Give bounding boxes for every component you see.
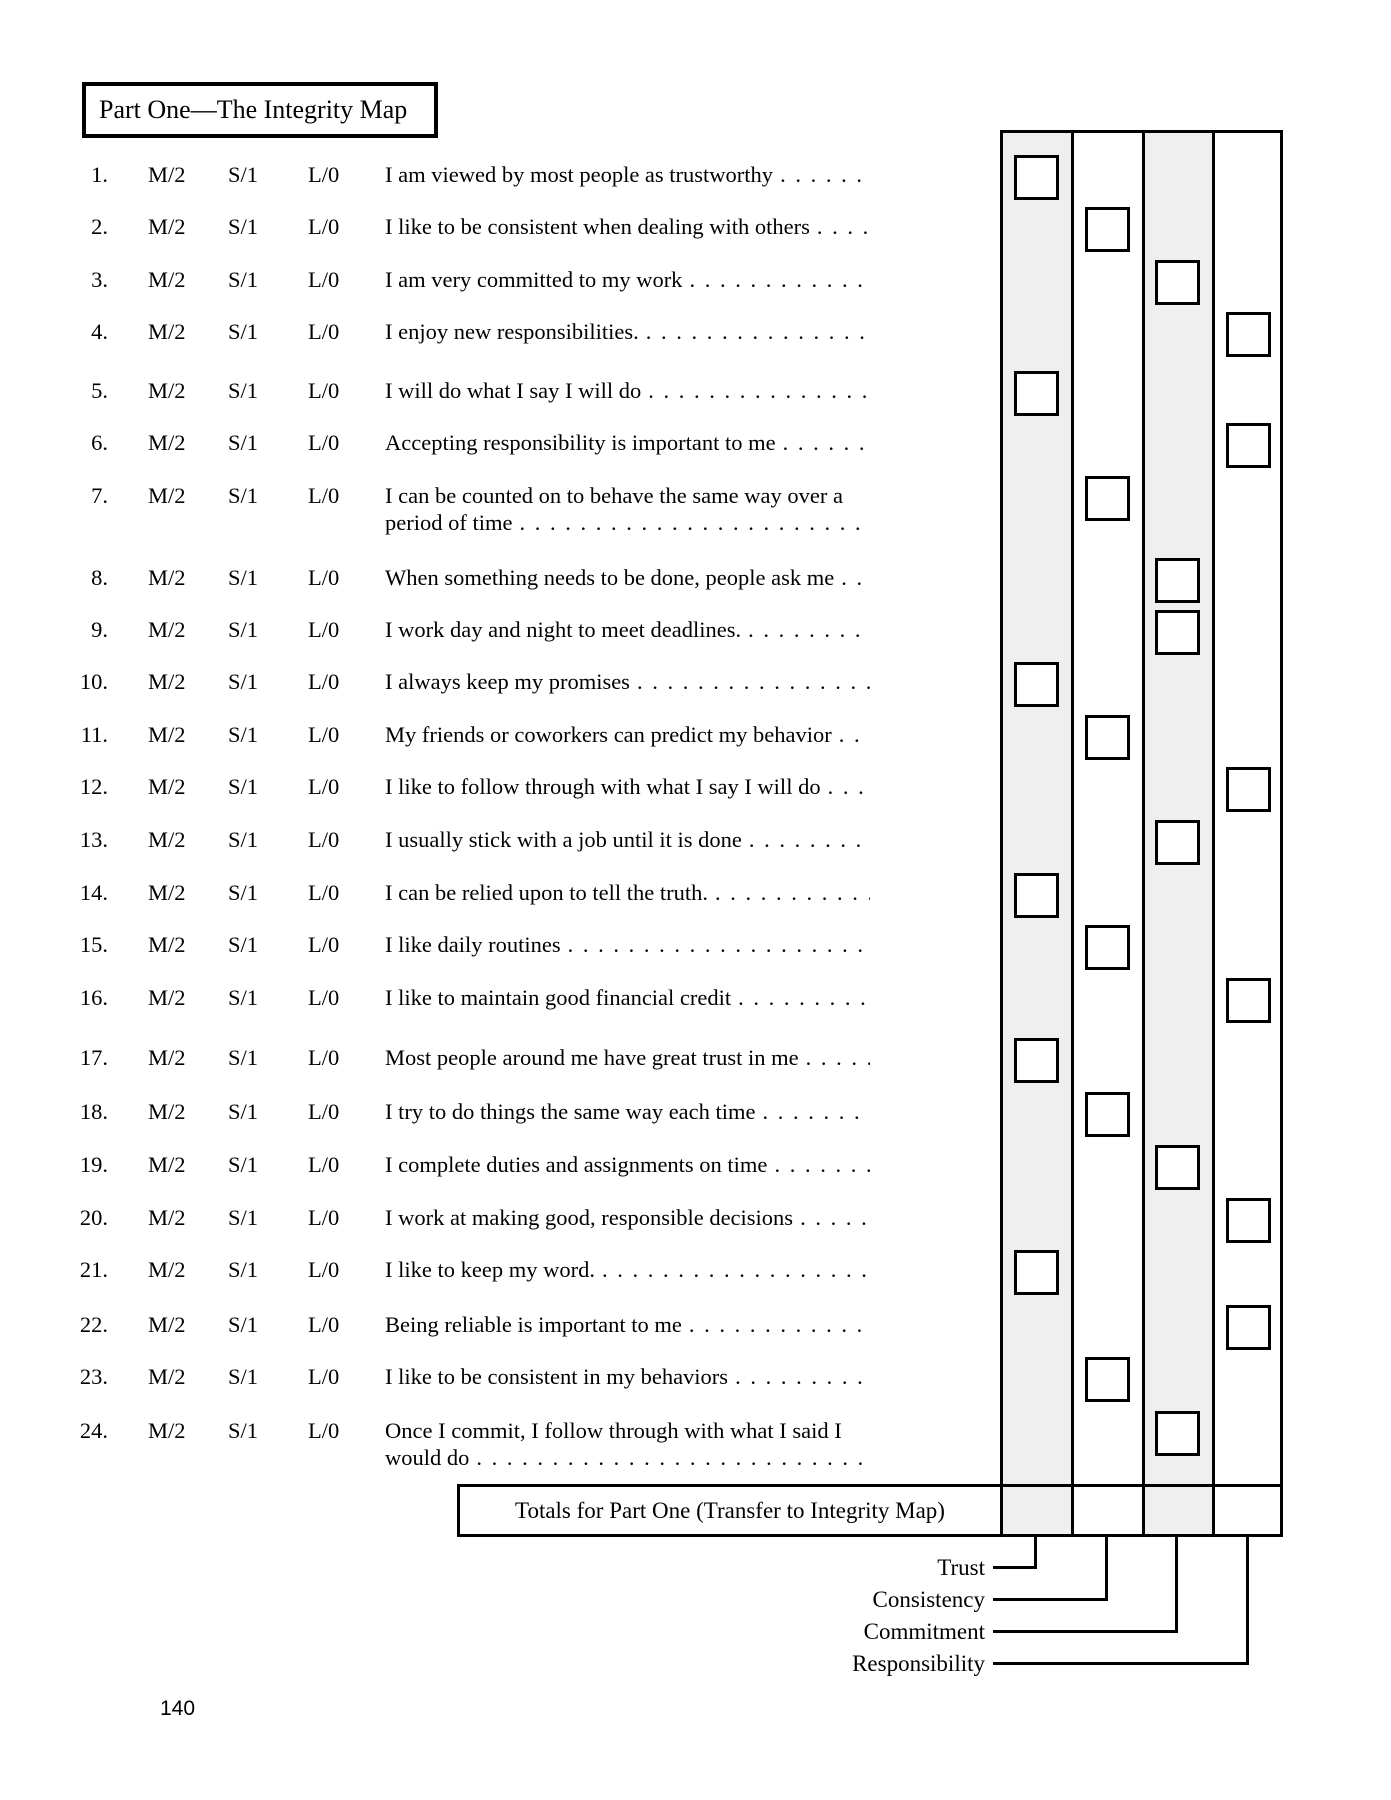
statement-text: I like to maintain good financial credit [385, 985, 732, 1010]
rating-l0[interactable]: L/0 [308, 669, 340, 694]
connector-stub-trust [1034, 1537, 1037, 1569]
score-checkbox-responsibility[interactable] [1226, 1305, 1271, 1350]
connector-stub-responsibility [1246, 1537, 1249, 1665]
statement-text: I like to keep my word. [385, 1257, 595, 1282]
rating-s1[interactable]: S/1 [228, 378, 259, 403]
item-number: 3. [91, 267, 108, 292]
dot-leader [682, 1311, 870, 1338]
item-statement [385, 213, 870, 240]
rating-l0[interactable]: L/0 [308, 880, 340, 905]
item-number: 18. [79, 1099, 108, 1124]
rating-m2[interactable]: M/2 [148, 1257, 186, 1282]
score-checkbox-trust[interactable] [1014, 371, 1059, 416]
rating-m2[interactable]: M/2 [148, 774, 186, 799]
dot-leader [793, 1204, 870, 1231]
dot-leader [810, 213, 870, 240]
rating-m2[interactable]: M/2 [148, 319, 186, 344]
dot-leader [756, 1098, 870, 1125]
rating-s1[interactable]: S/1 [228, 430, 259, 455]
item-statement [385, 1256, 870, 1283]
item-number: 5. [91, 378, 108, 403]
rating-s1[interactable]: S/1 [228, 214, 259, 239]
rating-m2[interactable]: M/2 [148, 162, 186, 187]
total-cell-responsibility[interactable] [1215, 1487, 1280, 1534]
rating-s1[interactable]: S/1 [228, 319, 259, 344]
rating-s1[interactable]: S/1 [228, 1045, 259, 1070]
score-checkbox-responsibility[interactable] [1226, 423, 1271, 468]
rating-m2[interactable]: M/2 [148, 267, 186, 292]
item-statement [385, 1311, 870, 1338]
rating-s1[interactable]: S/1 [228, 267, 259, 292]
rating-m2[interactable]: M/2 [148, 1205, 186, 1230]
section-title: Part One—The Integrity Map [99, 95, 408, 124]
statement-text: Being reliable is important to me [385, 1312, 682, 1337]
score-checkbox-trust[interactable] [1014, 1250, 1059, 1295]
connector-line-commitment [993, 1630, 1178, 1633]
rating-m2[interactable]: M/2 [148, 483, 186, 508]
rating-m2[interactable]: M/2 [148, 669, 186, 694]
item-statement [385, 773, 870, 800]
dot-leader [728, 1363, 870, 1390]
rating-l0[interactable]: L/0 [308, 774, 340, 799]
total-cell-commitment[interactable] [1145, 1487, 1212, 1534]
rating-l0[interactable]: L/0 [308, 722, 340, 747]
dot-leader [708, 879, 870, 906]
item-number: 20. [79, 1205, 108, 1230]
rating-l0[interactable]: L/0 [308, 1045, 340, 1070]
statement-text: I work day and night to meet deadlines. [385, 617, 742, 642]
dot-leader [641, 377, 870, 404]
rating-s1[interactable]: S/1 [228, 617, 259, 642]
item-number: 17. [79, 1045, 108, 1070]
rating-l0[interactable]: L/0 [308, 827, 340, 852]
item-number: 14. [79, 880, 108, 905]
rating-l0[interactable]: L/0 [308, 267, 340, 292]
statement-text: I like to be consistent in my behaviors [385, 1364, 729, 1389]
rating-m2[interactable]: M/2 [148, 827, 186, 852]
grid-line [1280, 130, 1283, 1537]
column-label-trust: Trust [937, 1555, 985, 1580]
item-number: 4. [91, 319, 108, 344]
rating-l0[interactable]: L/0 [308, 1099, 340, 1124]
item-statement [385, 266, 870, 293]
statement-text: I like daily routines [385, 932, 561, 957]
dot-leader [630, 668, 870, 695]
rating-m2[interactable]: M/2 [148, 430, 186, 455]
item-statement [385, 668, 870, 695]
page-number: 140 [160, 1697, 196, 1720]
rating-s1[interactable]: S/1 [228, 1312, 259, 1337]
item-statement [385, 1417, 870, 1471]
score-checkbox-trust[interactable] [1014, 662, 1059, 707]
score-checkbox-trust[interactable] [1014, 155, 1059, 200]
column-label-commitment: Commitment [863, 1619, 985, 1644]
column-label-responsibility: Responsibility [852, 1651, 985, 1676]
dot-leader [595, 1256, 870, 1283]
rating-m2[interactable]: M/2 [148, 1045, 186, 1070]
statement-text: would do [385, 1445, 470, 1470]
rating-s1[interactable]: S/1 [228, 985, 259, 1010]
score-checkbox-commitment[interactable] [1155, 558, 1200, 603]
grid-line [1071, 130, 1074, 1537]
statement-text: I work at making good, responsible decisions [385, 1205, 794, 1230]
item-number: 8. [91, 565, 108, 590]
rating-s1[interactable]: S/1 [228, 1257, 259, 1282]
statement-text: I am very committed to my work [385, 267, 683, 292]
rating-s1[interactable]: S/1 [228, 880, 259, 905]
rating-m2[interactable]: M/2 [148, 985, 186, 1010]
score-checkbox-commitment[interactable] [1155, 1411, 1200, 1456]
statement-text: I complete duties and assignments on time [385, 1152, 768, 1177]
statement-text: Once I commit, I follow through with what I said I [385, 1418, 842, 1443]
item-statement [385, 984, 870, 1011]
dot-leader [731, 984, 870, 1011]
dot-leader [639, 318, 870, 345]
column-shading-trust [1000, 130, 1071, 1537]
item-number: 19. [79, 1152, 108, 1177]
rating-l0[interactable]: L/0 [308, 214, 340, 239]
dot-leader [821, 773, 870, 800]
item-number: 10. [79, 669, 108, 694]
score-checkbox-consistency[interactable] [1085, 715, 1130, 760]
statement-text: Accepting responsibility is important to me [385, 430, 776, 455]
total-cell-consistency[interactable] [1074, 1487, 1142, 1534]
rating-m2[interactable]: M/2 [148, 1099, 186, 1124]
rating-l0[interactable]: L/0 [308, 565, 340, 590]
item-number: 12. [79, 774, 108, 799]
rating-s1[interactable]: S/1 [228, 1418, 259, 1443]
score-checkbox-commitment[interactable] [1155, 260, 1200, 305]
connector-line-responsibility [993, 1662, 1249, 1665]
statement-text: period of time [385, 510, 513, 535]
rating-l0[interactable]: L/0 [308, 1364, 340, 1389]
rating-l0[interactable]: L/0 [308, 319, 340, 344]
rating-s1[interactable]: S/1 [228, 1205, 259, 1230]
rating-l0[interactable]: L/0 [308, 932, 340, 957]
item-number: 13. [79, 827, 108, 852]
dot-leader [799, 1044, 870, 1071]
rating-m2[interactable]: M/2 [148, 617, 186, 642]
rating-s1[interactable]: S/1 [228, 1364, 259, 1389]
item-statement [385, 1098, 870, 1125]
rating-l0[interactable]: L/0 [308, 1152, 340, 1177]
rating-m2[interactable]: M/2 [148, 565, 186, 590]
score-checkbox-trust[interactable] [1014, 873, 1059, 918]
score-checkbox-trust[interactable] [1014, 1038, 1059, 1083]
item-statement [385, 1151, 870, 1178]
statement-text: I try to do things the same way each time [385, 1099, 756, 1124]
score-checkbox-commitment[interactable] [1155, 610, 1200, 655]
item-statement [385, 482, 870, 536]
connector-stub-commitment [1175, 1537, 1178, 1633]
score-checkbox-commitment[interactable] [1155, 1145, 1200, 1190]
dot-leader [469, 1444, 870, 1471]
item-statement [385, 826, 870, 853]
item-statement [385, 616, 870, 643]
item-statement [385, 879, 870, 906]
statement-text: When something needs to be done, people ask me [385, 565, 835, 590]
rating-s1[interactable]: S/1 [228, 483, 259, 508]
rating-l0[interactable]: L/0 [308, 162, 340, 187]
item-statement [385, 564, 870, 591]
statement-text: I like to be consistent when dealing with others [385, 214, 810, 239]
rating-l0[interactable]: L/0 [308, 1257, 340, 1282]
item-number: 1. [91, 162, 108, 187]
rating-l0[interactable]: L/0 [308, 985, 340, 1010]
grid-line [1142, 130, 1145, 1537]
item-statement [385, 1204, 870, 1231]
dot-leader [741, 616, 870, 643]
item-number: 2. [91, 214, 108, 239]
item-number: 22. [79, 1312, 108, 1337]
item-number: 23. [79, 1364, 108, 1389]
totals-box [457, 1484, 1003, 1537]
rating-s1[interactable]: S/1 [228, 774, 259, 799]
score-checkbox-responsibility[interactable] [1226, 312, 1271, 357]
item-number: 6. [91, 430, 108, 455]
statement-text: I usually stick with a job until it is done [385, 827, 742, 852]
score-checkbox-consistency[interactable] [1085, 1357, 1130, 1402]
dot-leader [682, 266, 870, 293]
item-number: 16. [79, 985, 108, 1010]
rating-s1[interactable]: S/1 [228, 565, 259, 590]
statement-text: I can be relied upon to tell the truth. [385, 880, 709, 905]
rating-s1[interactable]: S/1 [228, 932, 259, 957]
section-title-box [82, 82, 438, 138]
rating-s1[interactable]: S/1 [228, 1099, 259, 1124]
grid-line [1212, 130, 1215, 1537]
rating-l0[interactable]: L/0 [308, 483, 340, 508]
rating-s1[interactable]: S/1 [228, 722, 259, 747]
statement-text: Most people around me have great trust in me [385, 1045, 799, 1070]
statement-text: I am viewed by most people as trustworthy [385, 162, 774, 187]
item-statement [385, 1363, 870, 1390]
statement-text: I always keep my promises [385, 669, 630, 694]
rating-s1[interactable]: S/1 [228, 1152, 259, 1177]
dot-leader [773, 161, 870, 188]
item-statement [385, 721, 870, 748]
item-number: 21. [79, 1257, 108, 1282]
dot-leader [561, 931, 870, 958]
rating-l0[interactable]: L/0 [308, 378, 340, 403]
dot-leader [832, 721, 870, 748]
item-statement [385, 931, 870, 958]
dot-leader [512, 509, 870, 536]
score-checkbox-responsibility[interactable] [1226, 1198, 1271, 1243]
score-checkbox-consistency[interactable] [1085, 925, 1130, 970]
dot-leader [776, 429, 870, 456]
dot-leader [742, 826, 870, 853]
score-checkbox-responsibility[interactable] [1226, 978, 1271, 1023]
connector-line-consistency [993, 1598, 1108, 1601]
rating-m2[interactable]: M/2 [148, 1152, 186, 1177]
rating-m2[interactable]: M/2 [148, 1364, 186, 1389]
total-cell-trust[interactable] [1003, 1487, 1071, 1534]
rating-m2[interactable]: M/2 [148, 880, 186, 905]
column-label-consistency: Consistency [872, 1587, 985, 1612]
statement-text: I like to follow through with what I say I will do [385, 774, 821, 799]
item-statement [385, 318, 870, 345]
rating-l0[interactable]: L/0 [308, 1205, 340, 1230]
connector-line-trust [993, 1566, 1037, 1569]
grid-line [1000, 1534, 1283, 1537]
item-number: 7. [91, 483, 108, 508]
rating-m2[interactable]: M/2 [148, 1312, 186, 1337]
grid-line [1000, 130, 1283, 133]
item-number: 9. [91, 617, 108, 642]
rating-s1[interactable]: S/1 [228, 162, 259, 187]
score-checkbox-commitment[interactable] [1155, 820, 1200, 865]
item-statement [385, 1044, 870, 1071]
item-number: 15. [79, 932, 108, 957]
item-statement [385, 429, 870, 456]
item-statement [385, 161, 870, 188]
totals-label: Totals for Part One (Transfer to Integrity Map) [515, 1497, 945, 1523]
rating-s1[interactable]: S/1 [228, 669, 259, 694]
score-checkbox-consistency[interactable] [1085, 207, 1130, 252]
score-checkbox-responsibility[interactable] [1226, 767, 1271, 812]
statement-text: My friends or coworkers can predict my behavior [385, 722, 832, 747]
statement-text: I enjoy new responsibilities. [385, 319, 639, 344]
rating-l0[interactable]: L/0 [308, 430, 340, 455]
rating-l0[interactable]: L/0 [308, 1418, 340, 1443]
statement-text: I will do what I say I will do [385, 378, 642, 403]
item-number: 24. [79, 1418, 108, 1443]
rating-l0[interactable]: L/0 [308, 1312, 340, 1337]
rating-s1[interactable]: S/1 [228, 827, 259, 852]
score-checkbox-consistency[interactable] [1085, 1092, 1130, 1137]
item-number: 11. [80, 722, 108, 747]
statement-text: I can be counted on to behave the same way over a [385, 483, 843, 508]
connector-stub-consistency [1105, 1537, 1108, 1601]
dot-leader [834, 564, 870, 591]
item-statement [385, 377, 870, 404]
rating-m2[interactable]: M/2 [148, 932, 186, 957]
rating-m2[interactable]: M/2 [148, 214, 186, 239]
rating-m2[interactable]: M/2 [148, 378, 186, 403]
score-checkbox-consistency[interactable] [1085, 476, 1130, 521]
rating-m2[interactable]: M/2 [148, 722, 186, 747]
grid-line [1000, 130, 1003, 1537]
rating-m2[interactable]: M/2 [148, 1418, 186, 1443]
rating-l0[interactable]: L/0 [308, 617, 340, 642]
dot-leader [767, 1151, 870, 1178]
